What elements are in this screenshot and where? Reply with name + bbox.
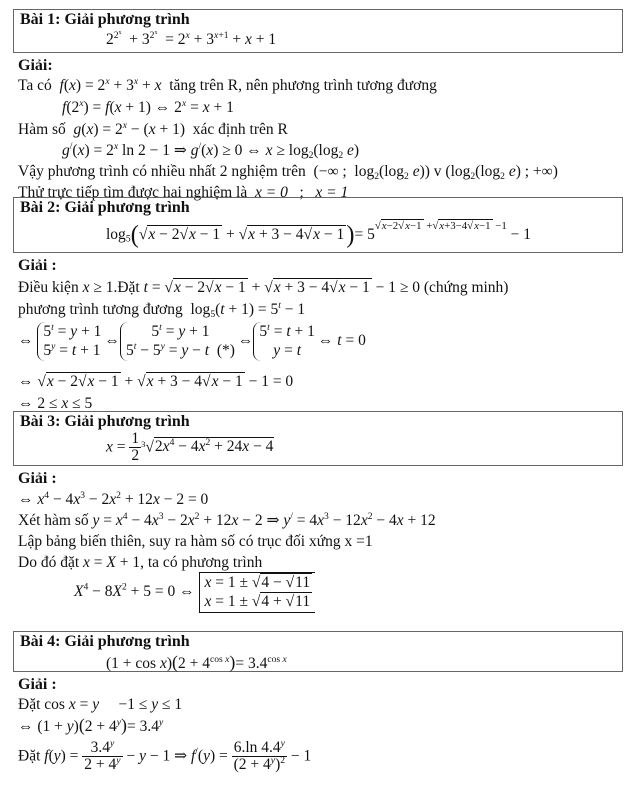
p1-line-5: Vậy phương trình có nhiều nhất 2 nghiệm trên (−∞ ; $\log_2(\log_2$ e)) v ($\log_2(\log_2$ e) ; +∞) <box>18 163 558 182</box>
p1-line-3: Hàm số $g(x) = 2^x - (x + 1)$ xác định trên R <box>18 119 288 138</box>
p3-line-1: ⇔ $x^4 - 4x^3 - 2x^2 + 12x - 2 = 0$ <box>18 489 209 508</box>
problem-4-box <box>13 631 623 672</box>
p3-line-5: $X^4 - 8X^2 + 5 = 0$ ⇔ x = 1 ± √4 − √11 x = 1 ± √4 + √11 <box>74 572 315 613</box>
p3-line-2: Xét hàm số $y = x^4 - 4x^3 - 2x^2 + 12x - 2$ ⇒ $y^/ = 4x^3 - 12x^2 - 4x + 12$ <box>18 510 436 529</box>
problem-4-title: Bài 4: Giải phương trình <box>20 633 190 650</box>
problem-2-solution-heading: Giải : <box>18 257 57 274</box>
system-1: $5^t = y + 1$ $5^y = t + 1$ <box>37 322 104 361</box>
p3-line-3: Lập bảng biến thiên, suy ra hàm số có trục đối xứng x =1 <box>18 533 373 550</box>
problem-2-equation: $\log_5(√x - 2√x - 1 + √x + 3 - 4√x - 1)= 5^{√x-2√x-1 +√x+3-4√x-1 -1} - 1$ <box>106 220 532 249</box>
p1-line-6: Thử trực tiếp tìm được hai nghiệm là x = 0 ; x = 1 <box>18 184 349 201</box>
problem-1-title: Bài 1: Giải phương trình <box>20 11 190 28</box>
problem-4-solution-heading: Giải : <box>18 676 57 693</box>
system-2: $5^t = y + 1$ $5^t - 5^y = y - t$ (*) <box>120 322 238 361</box>
p1-solution-a: x = 0 <box>255 184 288 201</box>
p3-line-4: Do đó đặt x = X + 1, ta có phương trình <box>18 554 263 571</box>
p2-line-3-systems: ⇔ $5^t = y + 1$ $5^y = t + 1$ ⇔ $5^t = y + 1$ $5^t - 5^y = y - t$ (*) ⇔ $5^t = t + 1$ y = t ⇔ t = 0 <box>18 321 366 360</box>
p4-line-2: ⇔ $(1 + y)(2 + 4^y)= 3.4^y$ <box>18 715 164 735</box>
p1-f-def: $f(x) = 2^x + 3^x + x$ <box>59 75 162 94</box>
problem-2-title: Bài 2: Giải phương trình <box>20 199 190 216</box>
problem-1-box <box>13 9 623 53</box>
p4-line-3: Đặt f(y) = $\frac{3.4^y}{2 + 4^y}$ − y − 1 ⇒ f/(y) = $\frac{6.\ln 4.4^y}{(2 + 4^y)^2}$ − 1 <box>18 737 312 774</box>
p1-line-4: $g^/(x) = 2^x$ ln 2 − 1 ⇒ g/(x) ≥ 0 ⇔ $x \ge \log_2(\log_2$ e) <box>62 140 360 161</box>
p1-solution-b: x = 1 <box>315 184 349 201</box>
p1-line-1: Ta có $f(x) = 2^x + 3^x + x$ tăng trên R, nên phương trình tương đương <box>18 75 437 94</box>
p2-line-4: ⇔ √x − 2√x − 1 + √x + 3 − 4√x − 1 − 1 = 0 <box>18 373 294 390</box>
system-3: $5^t = t + 1$ y = t <box>253 322 317 361</box>
p1-g-def: $g(x) = 2^x - (x + 1)$ <box>73 119 189 138</box>
p4-line-1: Đặt cos x = y −1 ≤ y ≤ 1 <box>18 696 183 713</box>
problem-2-box <box>13 197 623 253</box>
p2-line-2: phương trình tương đương $\log_5(t + 1) = 5^t - 1$ <box>18 299 306 320</box>
solution-set-bracket: x = 1 ± √4 − √11 x = 1 ± √4 + √11 <box>199 572 316 613</box>
p1-line-2: $f(2^x) = f(x + 1)$ ⇔ $2^x = x + 1$ <box>62 97 234 116</box>
problem-4-equation: $(1 + \cos x)(2 + 4^{cos x})= 3.4^{cos x}$ <box>106 652 287 672</box>
problem-3-solution-heading: Giải : <box>18 470 57 487</box>
problem-1-equation: $2^{2^x} + 3^{2^x} = 2^x + 3^{x+1} + x + 1$ <box>106 29 277 48</box>
p2-line-1: Điều kiện x ≥ 1.Đặt t = √x − 2√x − 1 + √x + 3 − 4√x − 1 − 1 ≥ 0 (chứng minh) <box>18 279 509 296</box>
problem-3-title: Bài 3: Giải phương trình <box>20 413 190 430</box>
problem-1-solution-heading: Giải: <box>18 57 53 74</box>
problem-3-box <box>13 411 623 466</box>
p2-line-5: ⇔ 2 ≤ x ≤ 5 <box>18 395 93 412</box>
problem-3-equation: x = $\frac{1}{2}$ $^3√2x^4 - 4x^2 + 24x - 4$ <box>106 430 274 465</box>
